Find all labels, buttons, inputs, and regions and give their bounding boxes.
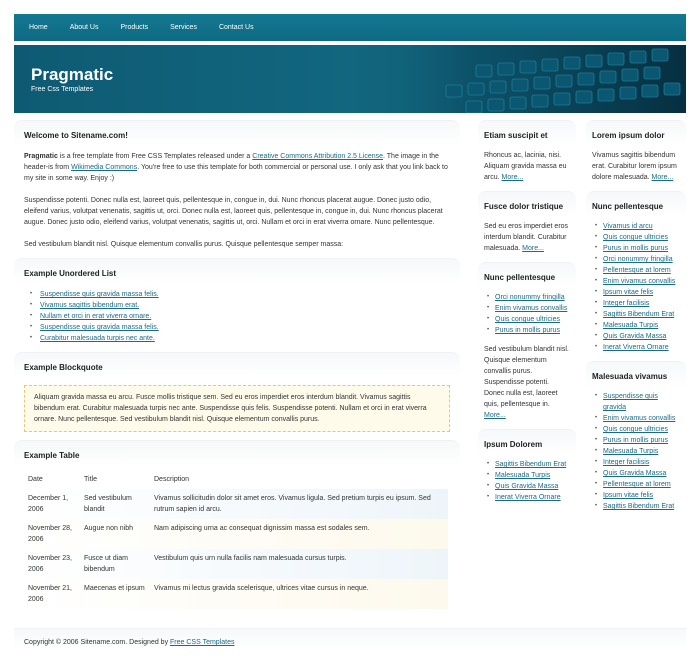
side-box-title: Malesuada vivamus (586, 361, 686, 387)
list-item (595, 287, 680, 298)
list-link[interactable]: Suspendisse quis gravida massa felis. (40, 291, 159, 298)
side-link[interactable]: Ipsum vitae felis (603, 289, 654, 296)
side-box-etiam (478, 120, 576, 191)
list-item (595, 391, 680, 413)
side-link[interactable]: Integer facilisis (603, 459, 650, 466)
list-item (487, 481, 570, 492)
list-link[interactable]: Suspendisse quis gravida massa felis. (40, 324, 159, 331)
example-list (24, 289, 450, 344)
nav-products[interactable]: Products (120, 24, 149, 31)
side-box-text: Sed eu eros imperdiet eros interdum blandit. Curabitur malesuada. (484, 223, 569, 252)
table-row (24, 549, 448, 579)
welcome-paragraph-2: Suspendisse potenti. Donec nulla est, laoreet quis, pellentesque in, congue in, dui. Nunc rhoncus placerat augue. Donec justo odio, eleifend varius, volutpat venenatis, sagittis ut, orci. Donec nulla est, laoreet quis, pellentesque in, congue in, dui. Nunc rhoncus placerat augue. Donec justo odio, eleifend varius, volutpat venenatis, sagittis ut, orci. Nullam et orci in erat viverra ornare. Nunc pellentesque. (24, 197, 443, 226)
list-item (595, 309, 680, 320)
list-link[interactable]: Curabitur malesuada turpis nec ante. (40, 335, 155, 342)
side-link[interactable]: Malesuada Turpis (603, 448, 659, 455)
template-name: Pragmatic (24, 153, 58, 160)
main-content (14, 120, 460, 617)
cell-title: Maecenas et ipsum (84, 585, 145, 592)
welcome-text: . The image in the header-is from (24, 153, 439, 171)
side-link[interactable]: Sagittis Bibendum Erat (603, 503, 675, 510)
column-header-date: Date (28, 475, 43, 483)
welcome-text: . You're free to use this template for both commercial or personal use. I only ask that you link back to my site in some way. Enjoy :) (24, 164, 448, 182)
list-item (487, 470, 570, 481)
nav-home[interactable]: Home (29, 24, 48, 31)
side-link-list (592, 391, 680, 512)
side-link[interactable]: Quis Gravida Massa (495, 483, 559, 490)
site-footer (14, 628, 686, 649)
cell-description: Vestibulum quis urn nulla facilis nam malesuada cursus turpis. (154, 555, 347, 562)
side-link[interactable]: Quis congue ultricies (603, 426, 668, 433)
side-link[interactable]: Purus in mollis purus (603, 245, 668, 252)
list-item (595, 221, 680, 232)
list-item (30, 322, 450, 333)
side-link[interactable]: Quis congue ultricies (603, 234, 668, 241)
list-item (595, 424, 680, 435)
welcome-box (14, 120, 460, 258)
example-table (24, 469, 448, 609)
more-link[interactable]: More... (501, 174, 524, 181)
top-navigation (14, 14, 686, 41)
copyright-text: Copyright © 2006 Sitename.com. Designed by (24, 639, 171, 646)
site-subtitle: Free Css Templates (31, 86, 94, 93)
side-link[interactable]: Enim vivamus convallis (603, 278, 676, 285)
sidebar-column-2 (586, 120, 686, 520)
side-link[interactable]: Inerat Viverra Ornare (603, 344, 669, 351)
table-row (24, 489, 448, 519)
cell-title: Sed vestibulum blandit (84, 495, 132, 513)
site-header (14, 45, 686, 113)
example-blockquote: Aliquam gravida massa eu arcu. Fusce mollis tristique sem. Sed eu eros imperdiet eros interdum blandit. Vivamus sagittis bibendum erat. Curabitur malesuada turpis nec ante. Suspendisse quis felis. Suspendisse potenti. Nullam et orci in erat viverra ornare. Nunc pellentesque. Sed vestibulum blandit nisl. Quisque elementum convallis purus. (24, 385, 450, 432)
side-link[interactable]: Purus in mollis purus (603, 437, 668, 444)
list-item (595, 254, 680, 265)
list-item (487, 325, 570, 336)
wikimedia-commons-link[interactable]: Wikimedia Commons (71, 164, 138, 171)
list-item (595, 331, 680, 342)
side-box-title: Nunc pellentesque (478, 262, 576, 288)
side-box-nunc-2 (586, 191, 686, 361)
nav-contact-us[interactable]: Contact Us (218, 24, 254, 31)
more-link[interactable]: More... (522, 245, 544, 252)
side-link[interactable]: Suspendisse quis gravida (603, 393, 658, 411)
side-link[interactable]: Pellentesque at lorem (603, 267, 671, 274)
side-link[interactable]: Enim vivamus convallis (603, 415, 676, 422)
list-item (595, 446, 680, 457)
list-item (595, 298, 680, 309)
side-link[interactable]: Ipsum vitae felis (603, 492, 654, 499)
side-link[interactable]: Quis congue ultricies (495, 316, 560, 323)
side-link-list (484, 459, 570, 503)
list-item (595, 490, 680, 501)
list-item (30, 333, 450, 344)
list-item (595, 320, 680, 331)
welcome-paragraph-1 (24, 151, 450, 184)
welcome-heading: Welcome to Sitename.com! (14, 120, 460, 145)
list-item (487, 492, 570, 503)
list-item (487, 303, 570, 314)
side-link[interactable]: Orci nonummy fringilla (495, 294, 565, 301)
list-item (595, 243, 680, 254)
list-item (595, 232, 680, 243)
side-link[interactable]: Pellentesque at lorem (603, 481, 671, 488)
keyboard-header-image (376, 45, 686, 113)
cell-date: December 1, 2006 (28, 495, 69, 513)
list-item (595, 457, 680, 468)
list-item (595, 468, 680, 479)
list-item (595, 265, 680, 276)
side-link-list (484, 292, 570, 336)
list-item (30, 311, 450, 322)
side-box-title: Nunc pellentesque (586, 191, 686, 217)
side-link[interactable]: Quis Gravida Massa (603, 333, 667, 340)
side-link[interactable]: Enim vivamus convallis (495, 305, 568, 312)
list-item (595, 276, 680, 287)
designer-link[interactable]: Free CSS Templates (170, 639, 235, 646)
cell-date: November 28, 2006 (28, 525, 72, 543)
list-item (487, 314, 570, 325)
welcome-paragraph-3: Sed vestibulum blandit nisl. Quisque elementum convallis purus. Quisque pellentesque semper massa: (24, 241, 344, 248)
side-link[interactable]: Sagittis Bibendum Erat (495, 461, 567, 468)
side-box-ipsum (478, 429, 576, 511)
list-item (595, 342, 680, 353)
side-link[interactable]: Purus in mollis purus (495, 327, 560, 334)
side-link[interactable]: Quis Gravida Massa (603, 470, 667, 477)
side-link[interactable]: Inerat Viverra Ornare (495, 494, 561, 501)
table-row (24, 579, 448, 609)
column-header-title: Title (84, 475, 97, 483)
cell-description: Vivamus mi lectus gravida scelerisque, ultrices vitae cursus in neque. (154, 585, 369, 592)
side-box-malesuada (586, 361, 686, 520)
side-box-lorem (586, 120, 686, 191)
blockquote-box (14, 352, 460, 440)
list-item (30, 300, 450, 311)
cell-title: Fusce ut diam bibendum (84, 555, 128, 573)
unordered-list-box (14, 258, 460, 352)
list-link[interactable]: Nullam et orci in erat viverra ornare. (40, 313, 152, 320)
creative-commons-link[interactable]: Creative Commons Attribution 2.5 License (252, 153, 384, 160)
side-link[interactable]: Sagittis Bibendum Erat (603, 311, 675, 318)
side-box-title: Lorem ipsum dolor (586, 120, 686, 146)
side-box-text: Rhoncus ac, lacinia, nisi. Aliquam gravida massa eu arcu. (484, 152, 567, 181)
unordered-list-heading: Example Unordered List (14, 258, 460, 283)
side-link-list (592, 221, 680, 353)
side-link[interactable]: Orci nonummy fringilla (603, 256, 673, 263)
table-heading: Example Table (14, 440, 460, 465)
cell-title: Augue non nibh (84, 525, 134, 532)
cell-description: Nam adipiscing urna ac consequat dignissim massa est sodales sem. (154, 525, 370, 532)
side-link[interactable]: Vivamus id arcu (603, 223, 653, 230)
list-item (487, 292, 570, 303)
list-item (487, 459, 570, 470)
list-item (30, 289, 450, 300)
cell-description: Vivamus sollicitudin dolor sit amet eros. Vivamus ligula. Sed pretium turpis eu ipsum. Sed rutrum sapien id arcu. (154, 495, 431, 513)
side-link[interactable]: Integer facilisis (603, 300, 650, 307)
cell-date: November 21, 2006 (28, 585, 72, 603)
list-item (595, 413, 680, 424)
blockquote-heading: Example Blockquote (14, 352, 460, 377)
column-header-description: Description (154, 475, 190, 483)
list-item (595, 501, 680, 512)
site-title[interactable]: Pragmatic (31, 65, 114, 84)
side-box-title: Fusce dolor tristique (478, 191, 576, 217)
sidebar-column-1 (478, 120, 576, 511)
side-link[interactable]: Malesuada Turpis (603, 322, 659, 329)
side-box-title: Ipsum Dolorem (478, 429, 576, 455)
more-link[interactable]: More... (651, 174, 674, 181)
side-box-title: Etiam suscipit et (478, 120, 576, 146)
side-box-nunc (478, 262, 576, 429)
table-header-row (24, 469, 448, 489)
list-item (595, 479, 680, 490)
table-row (24, 519, 448, 549)
nav-services[interactable]: Services (170, 24, 197, 31)
side-box-text: Sed vestibulum blandit nisl. Quisque elementum convallis purus. Suspendisse potenti. Donec nulla est, laoreet quis, pellentesque in. (484, 346, 569, 408)
cell-date: November 23, 2006 (28, 555, 72, 573)
more-link[interactable]: More... (484, 412, 506, 419)
nav-about-us[interactable]: About Us (69, 24, 99, 31)
side-box-text: Vivamus sagittis bibendum erat. Curabitur lorem ipsum dolore malesuada. (592, 152, 677, 181)
list-link[interactable]: Vivamus sagittis bibendum erat. (40, 302, 140, 309)
side-link[interactable]: Malesuada Turpis (495, 472, 551, 479)
welcome-text: is a free template from Free CSS Templates released under a (57, 153, 253, 160)
side-box-fusce (478, 191, 576, 262)
table-box (14, 440, 460, 617)
list-item (595, 435, 680, 446)
